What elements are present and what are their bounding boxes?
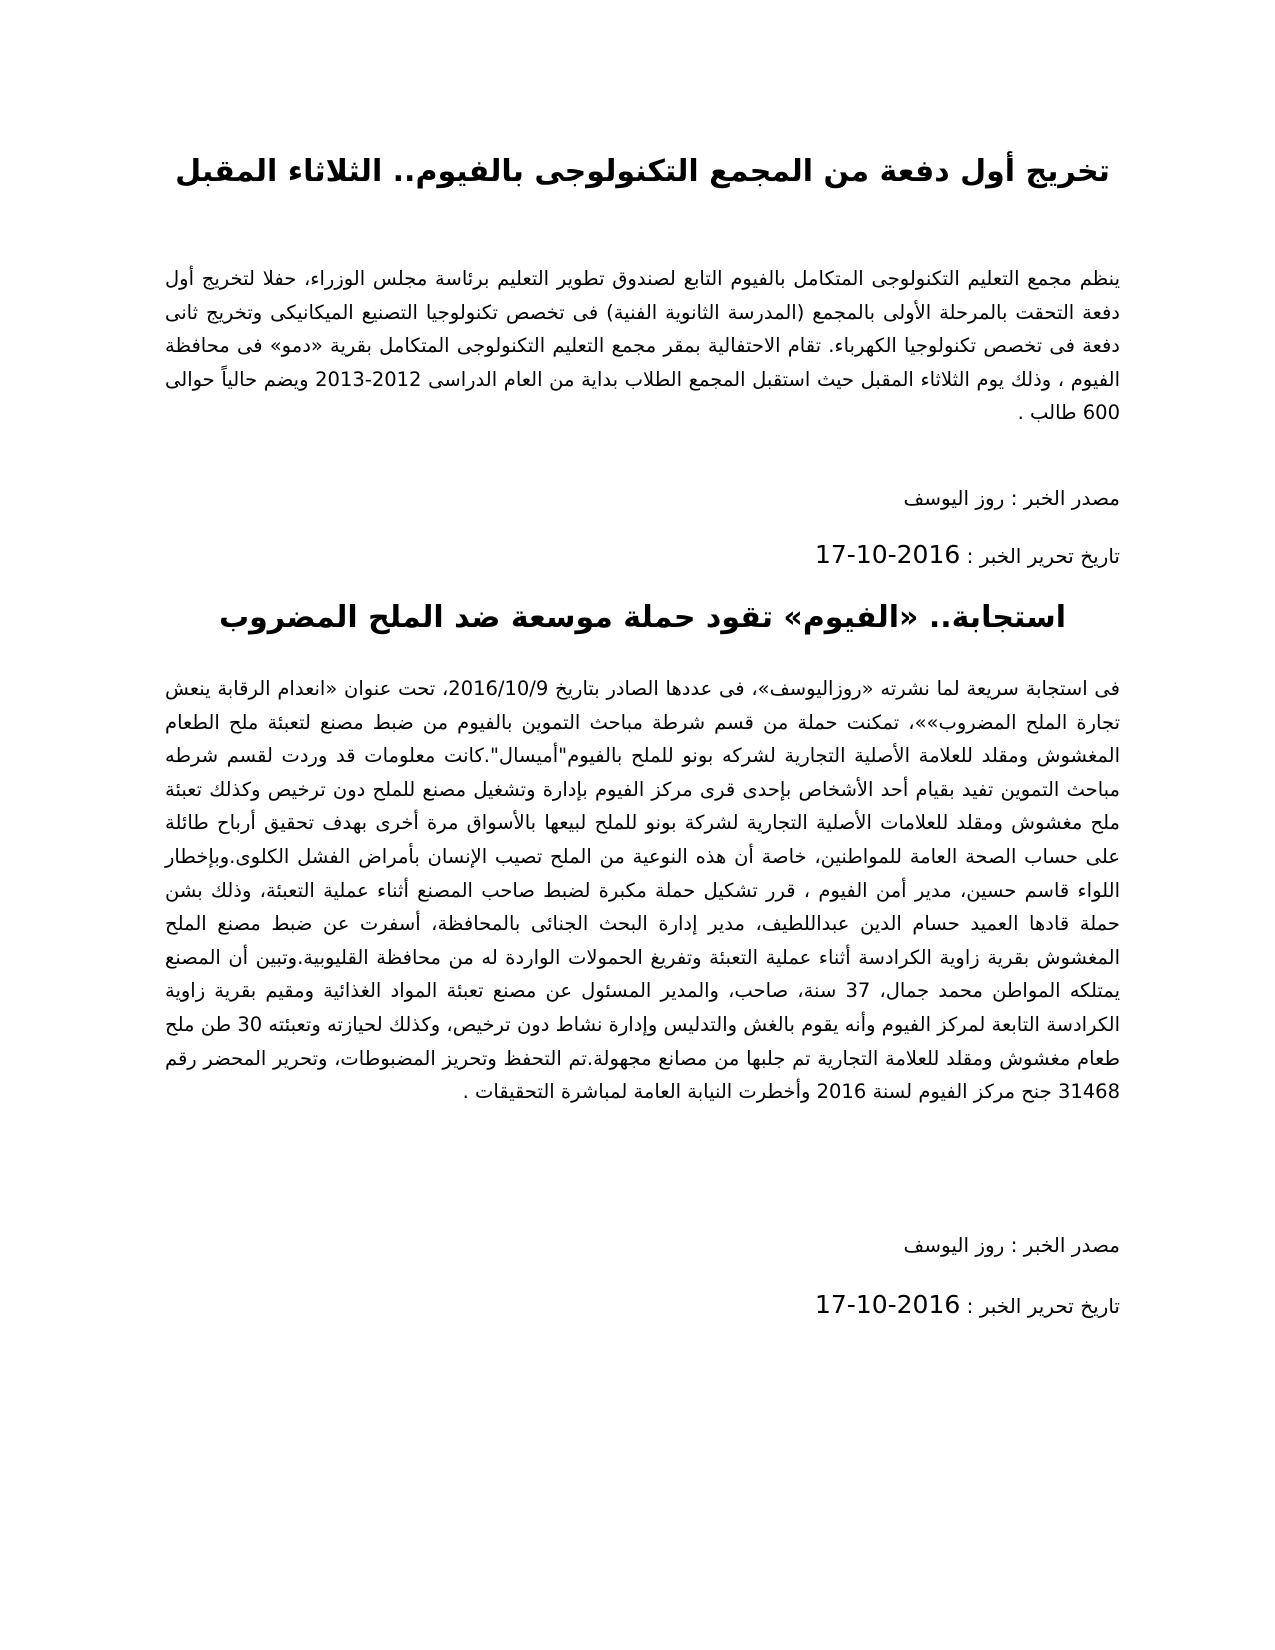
news-date-label: تاريخ تحرير الخبر : <box>966 544 1120 568</box>
news-date-label: تاريخ تحرير الخبر : <box>966 1294 1120 1318</box>
news-date-value: 2016-10-17 <box>814 1290 961 1319</box>
news-source-label: مصدر الخبر : <box>1010 1233 1120 1257</box>
news-date-value: 2016-10-17 <box>814 540 961 569</box>
news-source-value: روز اليوسف <box>903 1233 1005 1257</box>
news-date-line <box>165 540 1120 571</box>
article-body <box>165 262 1120 430</box>
news-source-line <box>165 483 1120 513</box>
article-body <box>165 672 1120 1109</box>
article-paragraph: فى استجابة سريعة لما نشرته «روزاليوسف»، فى عددها الصادر بتاريخ 2016/10/9، تحت عنوان «انعدام الرقابة ينعش تجارة الملح المضروب»»، تمكنت حملة من قسم شرطة مباحث التموين بالفيوم من ضبط مصنع لتعبئة ملح الطعام المغشوش ومقلد للعلامة الأصلية التجارية لشركه بونو للملح بالفيوم"أميسال".كانت معلومات قد وردت لقسم شرطه مباحث التموين تفيد بقيام أحد الأشخاص بإحدى قرى مركز الفيوم بإدارة وتشغيل مصنع للملح دون ترخيص وكذلك تعبئة ملح مغشوش ومقلد للعلامات الأصلية التجارية لشركة بونو للملح لبيعها بالأسواق مرة أخرى بهدف تحقيق أرباح طائلة على حساب الصحة العامة للمواطنين، خاصة أن هذه النوعية من الملح تصيب الإنسان بأمراض الفشل الكلوى.وبإخطار اللواء قاسم حسين، مدير أمن الفيوم ، قرر تشكيل حملة مكبرة لضبط صاحب المصنع أثناء عملية التعبئة، وذلك بشن حملة قادها العميد حسام الدين عبداللطيف، مدير إدارة البحث الجنائى بالمحافظة، أسفرت عن ضبط مصنع الملح المغشوش بقرية زاوية الكرادسة أثناء عملية التعبئة وتفريغ الحمولات الواردة له من محافظة القليوبية.وتبين أن المصنع يمتلكه المواطن محمد جمال، 37 سنة، صاحب، والمدير المسئول عن مصنع تعبئة المواد الغذائية ومقيم بقرية زاوية الكرادسة التابعة لمركز الفيوم وأنه يقوم بالغش والتدليس وإدارة نشاط دون ترخيص، وكذلك لحيازته وتعبئته 30 طن ملح طعام مغشوش ومقلد للعلامة التجارية تم جلبها من مصانع مجهولة.تم التحفظ وتحريز المضبوطات، وتحرير المحضر رقم 31468 جنح مركز الفيوم لسنة 2016 وأخطرت النيابة العامة لمباشرة التحقيقات . <box>165 677 1120 1104</box>
news-source-label: مصدر الخبر : <box>1010 486 1120 510</box>
news-source-line <box>165 1230 1120 1260</box>
article-paragraph: ينظم مجمع التعليم التكنولوجى المتكامل بالفيوم التابع لصندوق تطوير التعليم برئاسة مجلس الوزراء، حفلا لتخريج أول دفعة التحقت بالمرحلة الأولى بالمجمع (المدرسة الثانوية الفنية) فى تخصص تكنولوجيا التصنيع الميكانيكى وتخريج ثانى دفعة فى تخصص تكنولوجيا الكهرباء. تقام الاحتفالية بمقر مجمع التعليم التكنولوجى المتكامل بقرية «دمو» فى محافظة الفيوم ، وذلك يوم الثلاثاء المقبل حيث استقبل المجمع الطلاب بداية من العام الدراسى 2012-2013 ويضم حالياً حوالى 600 طالب . <box>165 267 1120 425</box>
article-headline: استجابة.. «الفيوم» تقود حملة موسعة ضد الملح المضروب <box>219 600 1066 635</box>
article-headline: تخريج أول دفعة من المجمع التكنولوجى بالفيوم.. الثلاثاء المقبل <box>175 154 1110 189</box>
news-date-line <box>165 1290 1120 1321</box>
news-source-value: روز اليوسف <box>903 486 1005 510</box>
